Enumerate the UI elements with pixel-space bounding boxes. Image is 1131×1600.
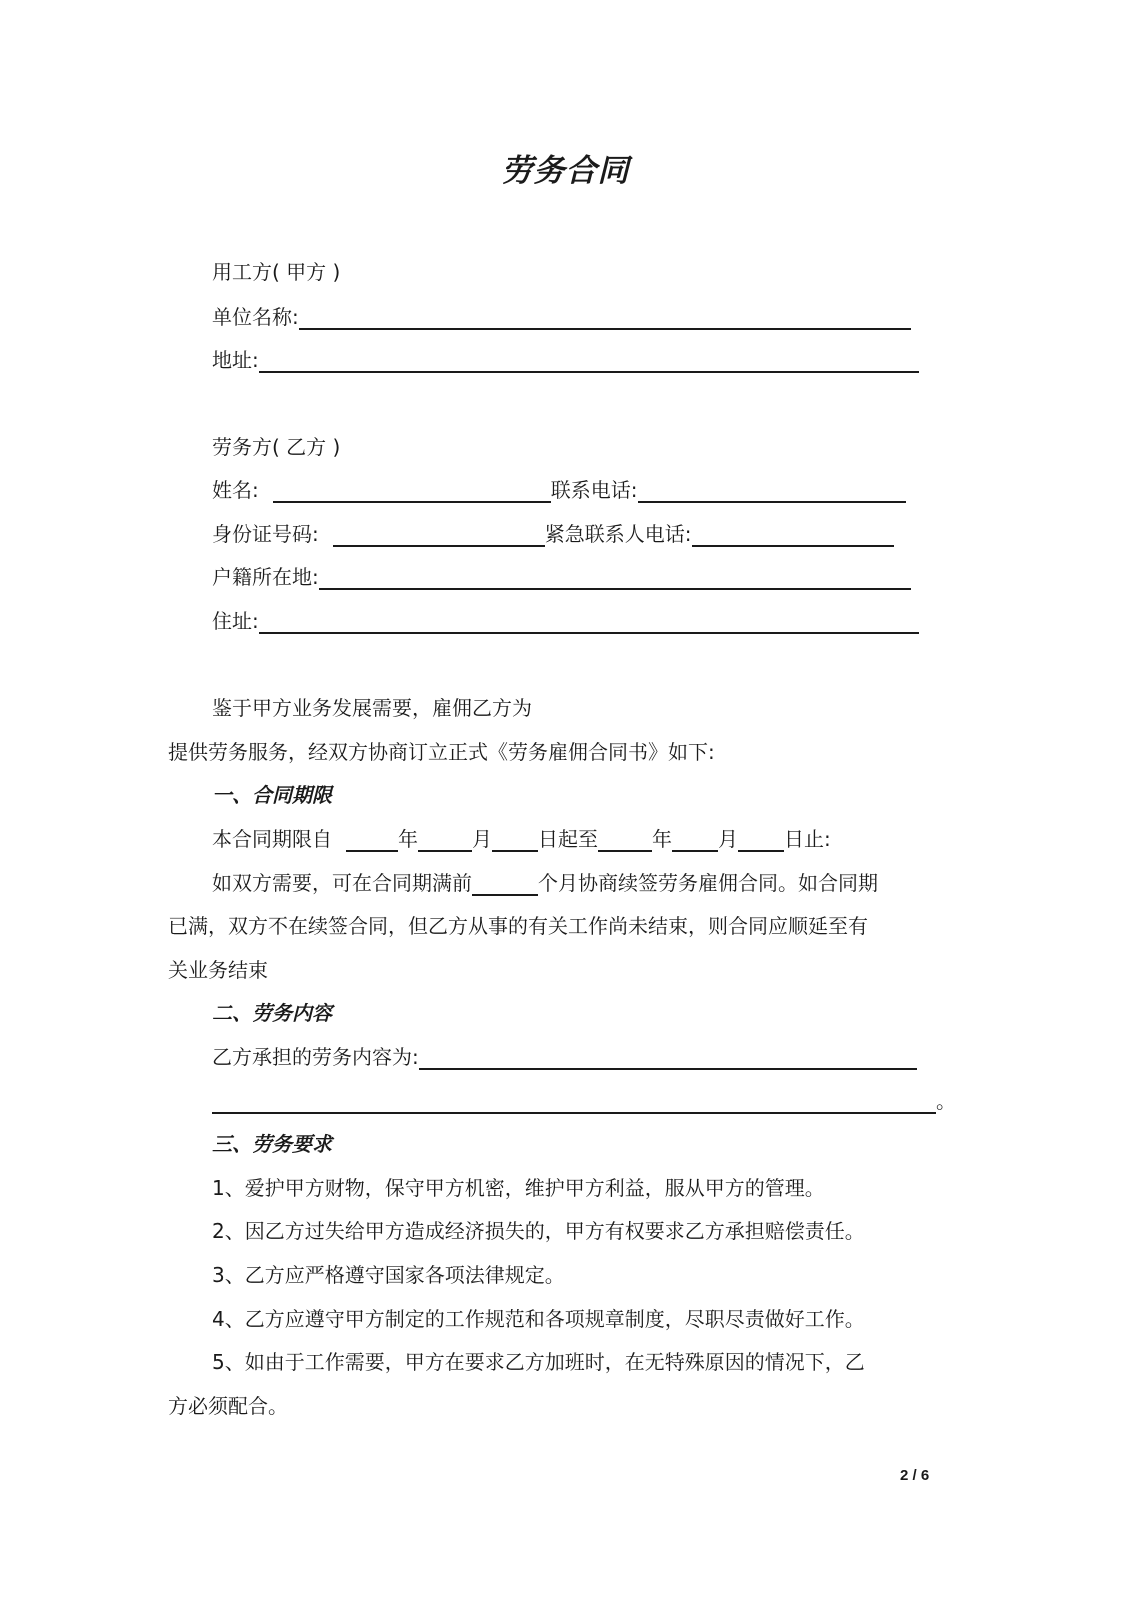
name-phone-row: 姓名: 联系电话: xyxy=(212,475,906,505)
start-year-field[interactable] xyxy=(346,826,398,852)
service-content-field[interactable] xyxy=(419,1044,917,1070)
residence-row: 住址: xyxy=(212,606,919,636)
service-content-row: 乙方承担的劳务内容为: xyxy=(212,1042,917,1072)
end-month-field[interactable] xyxy=(672,826,718,852)
residence-field[interactable] xyxy=(259,608,919,634)
requirement-item: 2、因乙方过失给甲方造成经济损失的，甲方有权要求乙方承担赔偿责任。 xyxy=(212,1219,865,1243)
hukou-field[interactable] xyxy=(319,564,911,590)
requirement-item: 4、乙方应遵守甲方制定的工作规范和各项规章制度，尽职尽责做好工作。 xyxy=(212,1307,865,1331)
party-a-address-row: 地址: xyxy=(212,345,919,375)
page-number: 2 / 6 xyxy=(900,1467,930,1484)
party-a-address-field[interactable] xyxy=(259,347,919,373)
intro-line-2: 提供劳务服务，经双方协商订立正式《劳务雇佣合同书》如下: xyxy=(168,740,715,764)
section-3-heading: 三、劳务要求 xyxy=(212,1132,332,1156)
service-content-field-2[interactable] xyxy=(212,1088,936,1114)
requirement-item: 1、爱护甲方财物，保守甲方机密，维护甲方利益，服从甲方的管理。 xyxy=(212,1176,825,1200)
id-number-field[interactable] xyxy=(333,521,545,547)
intro-line-1: 鉴于甲方业务发展需要，雇佣乙方为 xyxy=(212,696,532,720)
phone-field[interactable] xyxy=(638,477,906,503)
company-name-row: 单位名称: xyxy=(212,302,911,332)
party-b-heading: 劳务方( 乙方 ) xyxy=(212,435,341,459)
section-2-heading: 二、劳务内容 xyxy=(212,1001,332,1025)
start-day-field[interactable] xyxy=(492,826,538,852)
renewal-line-3: 关业务结束 xyxy=(168,958,268,982)
id-emergency-row: 身份证号码: 紧急联系人电话: xyxy=(212,519,894,549)
service-content-row-2: 。 xyxy=(212,1086,956,1116)
company-name-field[interactable] xyxy=(299,304,911,330)
renewal-months-field[interactable] xyxy=(472,870,538,896)
contract-term-row: 本合同期限自 年 月 日起至 年 月 日止: xyxy=(212,827,831,851)
requirement-item: 3、乙方应严格遵守国家各项法律规定。 xyxy=(212,1263,565,1287)
document-title: 劳务合同 xyxy=(501,153,630,189)
section-1-heading: 一、合同期限 xyxy=(212,783,332,807)
party-a-heading: 用工方( 甲方 ) xyxy=(212,260,341,284)
emergency-phone-field[interactable] xyxy=(692,521,894,547)
end-day-field[interactable] xyxy=(738,826,784,852)
renewal-line-2: 已满，双方不在续签合同，但乙方从事的有关工作尚未结束，则合同应顺延至有 xyxy=(168,914,868,938)
requirement-item-continuation: 方必须配合。 xyxy=(168,1394,288,1418)
renewal-row: 如双方需要，可在合同期满前 个月协商续签劳务雇佣合同。如合同期 xyxy=(212,871,878,895)
name-field[interactable] xyxy=(273,477,551,503)
hukou-row: 户籍所在地: xyxy=(212,562,911,592)
requirement-item: 5、如由于工作需要，甲方在要求乙方加班时，在无特殊原因的情况下，乙 xyxy=(212,1350,865,1374)
start-month-field[interactable] xyxy=(418,826,472,852)
end-year-field[interactable] xyxy=(598,826,652,852)
